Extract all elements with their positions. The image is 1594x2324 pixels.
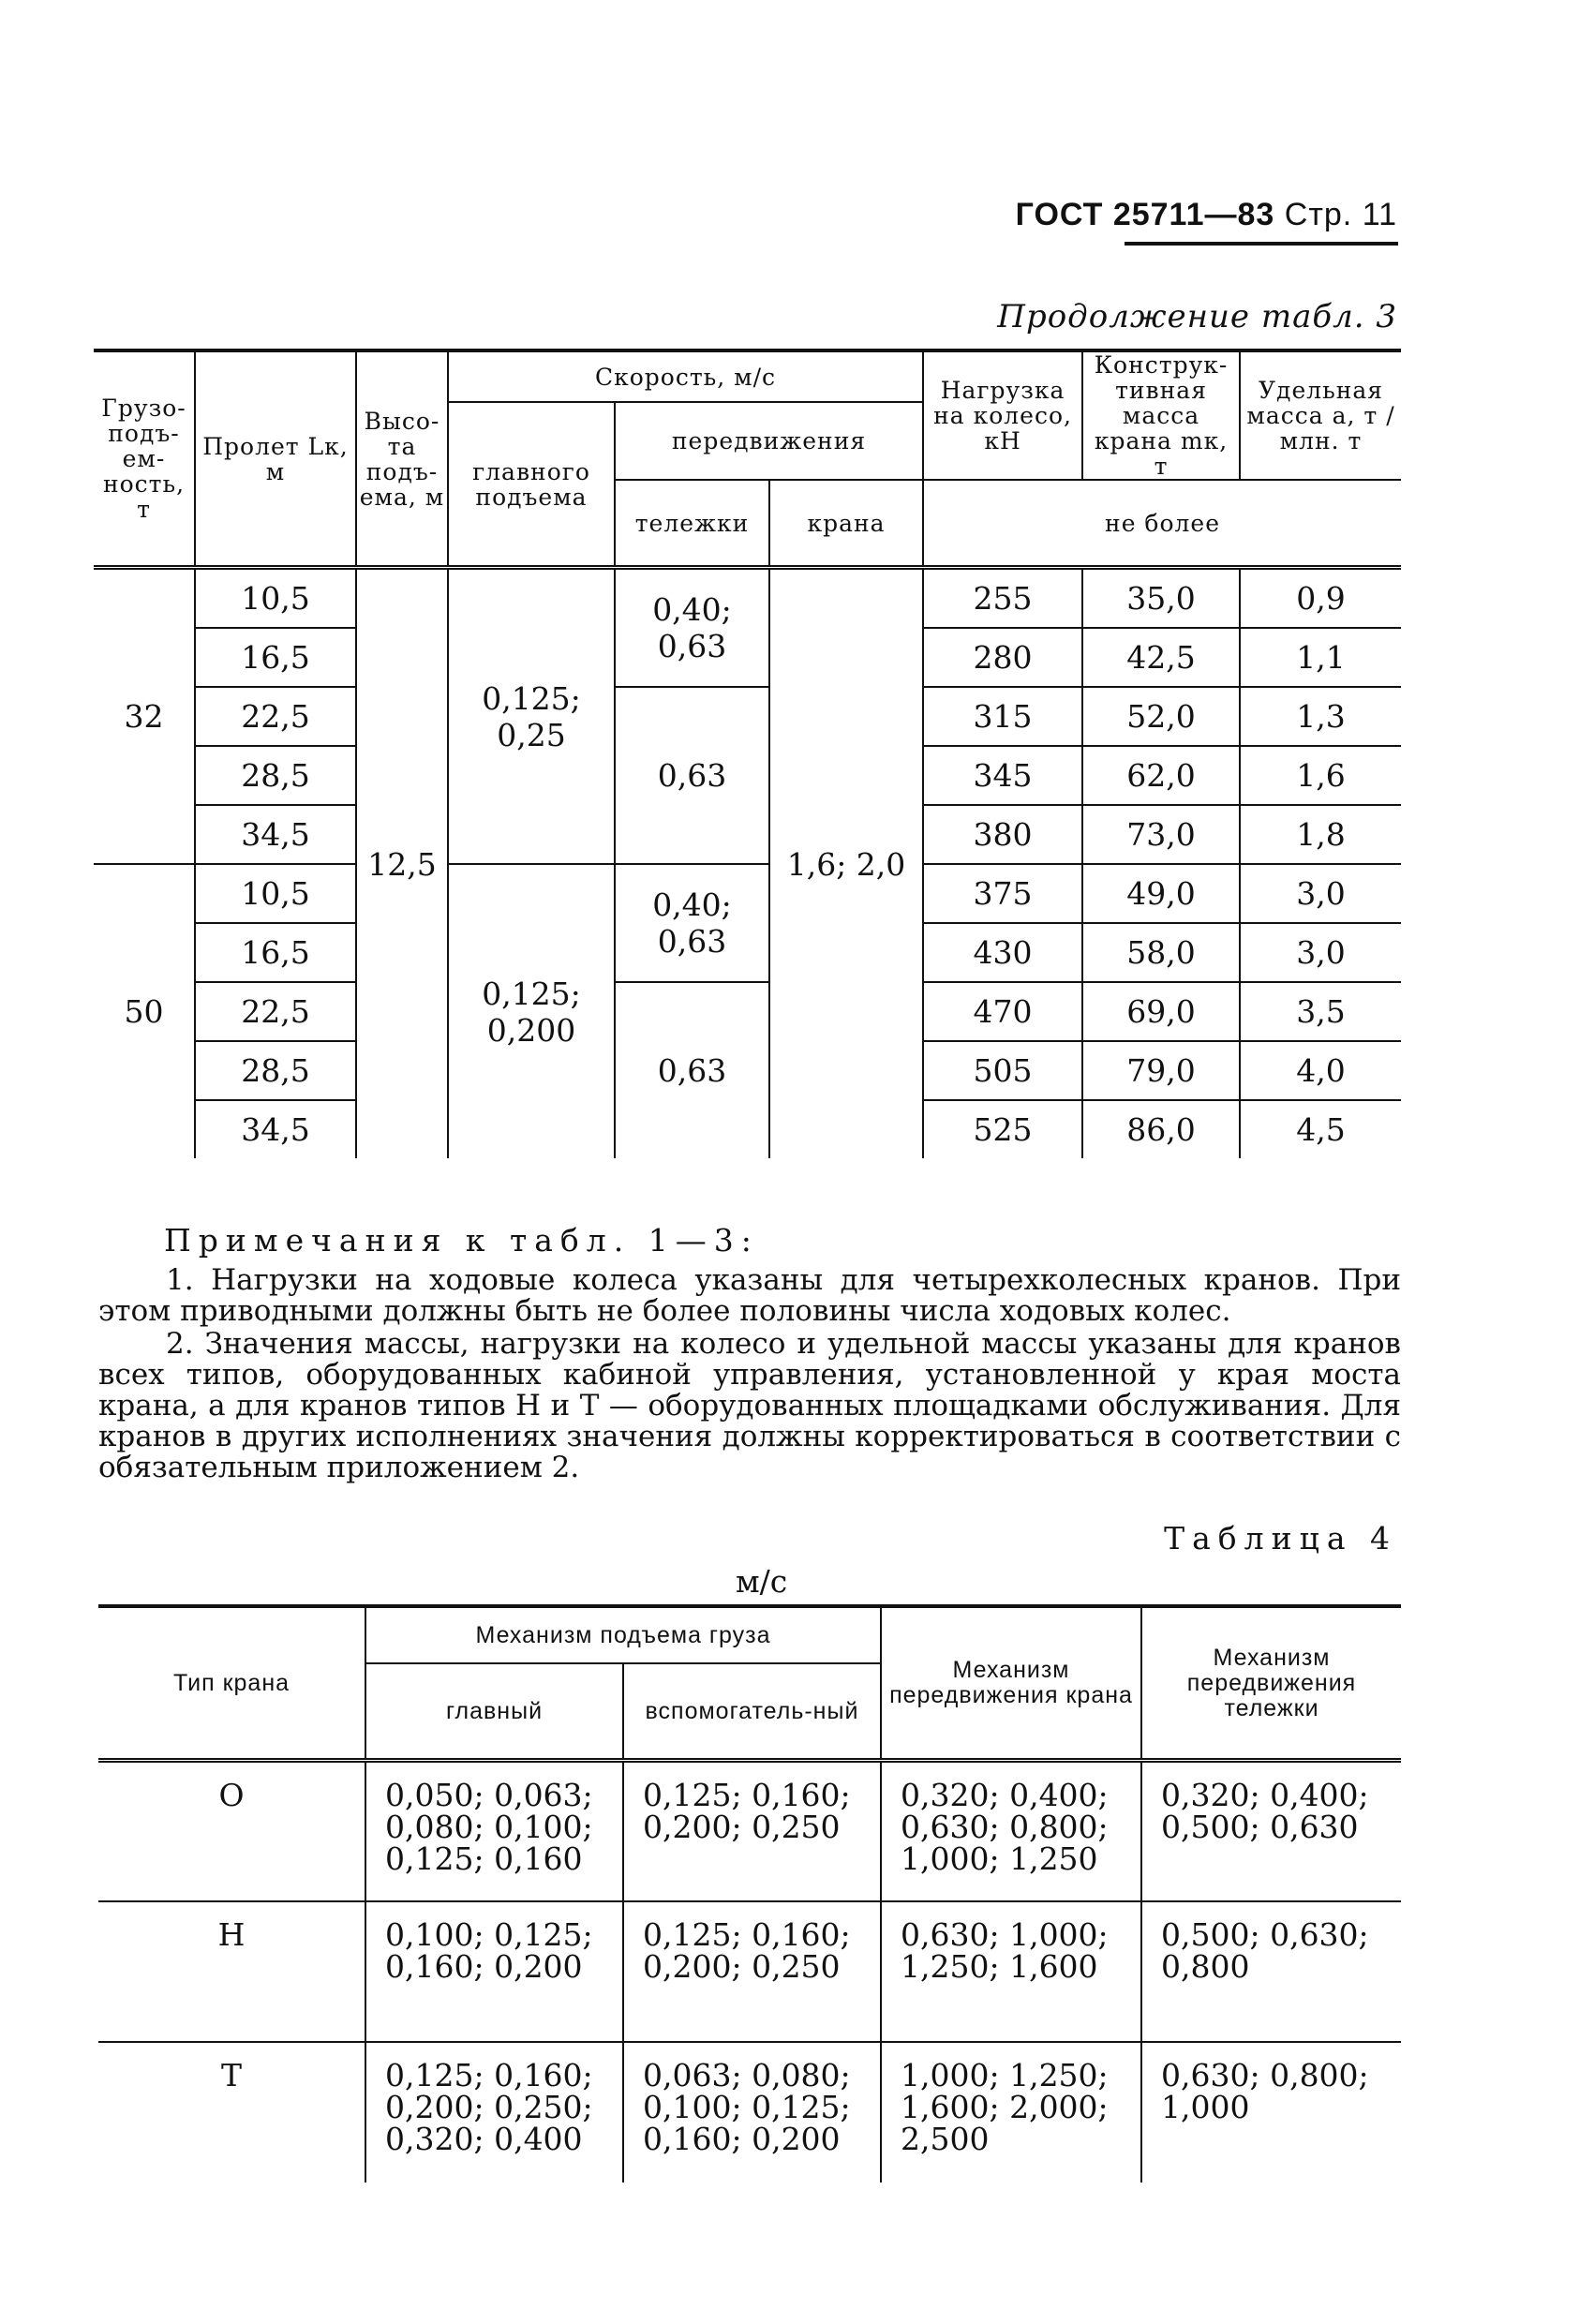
mass-cell: 79,0 [1082, 1041, 1240, 1100]
main-lift-cell: 0,125; 0,160; 0,200; 0,250; 0,320; 0,400 [365, 2042, 623, 2182]
type-header: Тип крана [98, 1606, 365, 1761]
table-4 [98, 1604, 1401, 2182]
load-cell: 255 [923, 568, 1082, 629]
header-rule [1125, 242, 1398, 246]
mass-header: Конструк-тивная масса крана mк, т [1082, 350, 1240, 480]
page-number: Стр. 11 [1284, 197, 1397, 232]
span-cell: 10,5 [195, 864, 356, 923]
continuation-label: Продолжение табл. 3 [997, 298, 1397, 335]
specific-cell: 1,3 [1240, 687, 1401, 746]
specific-cell: 1,1 [1240, 628, 1401, 687]
capacity-32: 32 [94, 568, 195, 865]
specific-cell: 4,5 [1240, 1100, 1401, 1158]
span-cell: 22,5 [195, 687, 356, 746]
crane-travel-cell: 0,320; 0,400; 0,630; 0,800; 1,000; 1,250 [881, 1761, 1141, 1901]
aux-lift-header: вспомогатель-ный [623, 1663, 881, 1761]
type-cell: О [98, 1761, 365, 1901]
load-cell: 505 [923, 1041, 1082, 1100]
crane-speed-header: крана [769, 480, 923, 568]
crane-travel-cell: 0,630; 1,000; 1,250; 1,600 [881, 1901, 1141, 2042]
trolley-speed-32a: 0,40; 0,63 [615, 568, 769, 688]
trolley-speed-32b: 0,63 [615, 687, 769, 864]
specific-cell: 4,0 [1240, 1041, 1401, 1100]
lift-height-cell: 12,5 [356, 568, 448, 1159]
main-lift-speed-50: 0,125; 0,200 [448, 864, 615, 1158]
table-3 [94, 349, 1401, 1158]
notes-heading: Примечания к табл. 1—3: [164, 1222, 759, 1259]
mass-cell: 69,0 [1082, 982, 1240, 1041]
trolley-travel-cell: 0,500; 0,630; 0,800 [1141, 1901, 1401, 2042]
mass-cell: 62,0 [1082, 746, 1240, 805]
trolley-header: тележки [615, 480, 769, 568]
specific-cell: 3,0 [1240, 923, 1401, 982]
crane-travel-header: Механизм передвижения крана [881, 1606, 1141, 1761]
span-cell: 16,5 [195, 923, 356, 982]
trolley-speed-50b: 0,63 [615, 982, 769, 1158]
main-lift-header: главный [365, 1663, 623, 1761]
specific-cell: 1,8 [1240, 805, 1401, 864]
speed-header: Скорость, м/с [448, 350, 923, 402]
wheel-load-header: Нагрузка на колесо, кН [923, 350, 1082, 480]
type-cell: Т [220, 2056, 242, 2093]
span-cell: 34,5 [195, 805, 356, 864]
span-cell: 34,5 [195, 1100, 356, 1158]
aux-lift-cell: 0,125; 0,160; 0,200; 0,250 [623, 1901, 881, 2042]
specific-cell: 3,0 [1240, 864, 1401, 923]
travel-header: передвижения [615, 402, 923, 480]
height-header: Высо-та подъ-ема, м [356, 350, 448, 568]
type-cell: Н [98, 1901, 365, 2042]
trolley-travel-header: Механизм передвижения тележки [1141, 1606, 1401, 1761]
load-cell: 315 [923, 687, 1082, 746]
table-4-unit: м/с [736, 1563, 788, 1600]
crane-travel-cell: 1,000; 1,250; 1,600; 2,000; 2,500 [881, 2042, 1141, 2182]
capacity-header: Грузо-подъ-ем-ность, т [94, 350, 195, 568]
span-header: Пролет Lк, м [195, 350, 356, 568]
main-lift-cell: 0,100; 0,125; 0,160; 0,200 [365, 1901, 623, 2042]
lift-header: Механизм подъема груза [365, 1606, 881, 1663]
main-lift-speed-32: 0,125; 0,25 [448, 568, 615, 865]
aux-lift-cell: 0,063; 0,080; 0,100; 0,125; 0,160; 0,200 [623, 2042, 881, 2182]
span-cell: 28,5 [195, 746, 356, 805]
table-4-title: Таблица 4 [1164, 1520, 1397, 1557]
trolley-travel-cell: 0,630; 0,800; 1,000 [1141, 2042, 1401, 2182]
mass-cell: 49,0 [1082, 864, 1240, 923]
mass-cell: 52,0 [1082, 687, 1240, 746]
specific-cell: 3,5 [1240, 982, 1401, 1041]
main-lift-cell: 0,050; 0,063; 0,080; 0,100; 0,125; 0,160 [365, 1761, 623, 1901]
span-cell: 28,5 [195, 1041, 356, 1100]
load-cell: 470 [923, 982, 1082, 1041]
specific-cell: 0,9 [1240, 568, 1401, 629]
trolley-travel-cell: 0,320; 0,400; 0,500; 0,630 [1141, 1761, 1401, 1901]
load-cell: 345 [923, 746, 1082, 805]
load-cell: 375 [923, 864, 1082, 923]
load-cell: 280 [923, 628, 1082, 687]
gost-number: ГОСТ 25711—83 [1015, 197, 1275, 232]
load-cell: 430 [923, 923, 1082, 982]
trolley-speed-50a: 0,40; 0,63 [615, 864, 769, 982]
aux-lift-cell: 0,125; 0,160; 0,200; 0,250 [623, 1761, 881, 1901]
specific-cell: 1,6 [1240, 746, 1401, 805]
span-cell: 16,5 [195, 628, 356, 687]
mass-cell: 73,0 [1082, 805, 1240, 864]
span-cell: 10,5 [195, 568, 356, 629]
load-cell: 525 [923, 1100, 1082, 1158]
span-cell: 22,5 [195, 982, 356, 1041]
specific-mass-header: Удельная масса a, т / млн. т [1240, 350, 1401, 480]
mass-cell: 58,0 [1082, 923, 1240, 982]
mass-cell: 86,0 [1082, 1100, 1240, 1158]
capacity-50: 50 [124, 993, 164, 1030]
mass-cell: 35,0 [1082, 568, 1240, 629]
not-more-header: не более [923, 480, 1401, 568]
note-1: 1. Нагрузки на ходовые колеса указаны для четырехколесных кранов. При этом приводными должны быть не более половины числа ходовых колес. [98, 1263, 1401, 1328]
crane-speed-cell: 1,6; 2,0 [769, 568, 923, 1159]
page-header [1016, 197, 1397, 233]
mass-cell: 42,5 [1082, 628, 1240, 687]
main-lift-header: главного подъема [448, 402, 615, 568]
load-cell: 380 [923, 805, 1082, 864]
note-2: 2. Значения массы, нагрузки на колесо и удельной массы указаны для кранов всех типов, оборудованных кабиной управления, установленной у края моста крана, а для кранов типов Н и Т — оборудованных площадками обслуживания. Для кранов в других исполнениях значения должны корректироваться в соответствии с обязательным приложением 2. [98, 1327, 1401, 1484]
